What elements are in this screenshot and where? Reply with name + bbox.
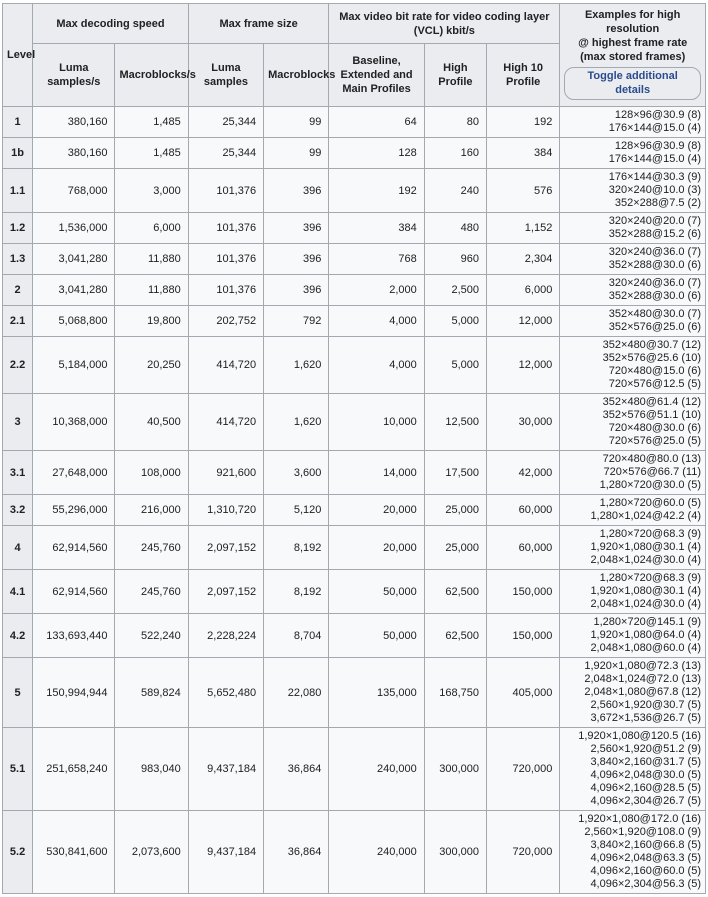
value-cell: 202,752 xyxy=(188,306,263,337)
level-cell: 2 xyxy=(3,275,33,306)
value-cell: 8,704 xyxy=(264,614,329,658)
value-cell: 2,073,600 xyxy=(115,811,188,894)
value-cell: 1,485 xyxy=(115,107,188,138)
example-line: 2,048×1,080@60.0 (4) xyxy=(590,642,701,654)
value-cell: 5,068,800 xyxy=(33,306,115,337)
examples-cell xyxy=(560,495,706,526)
value-cell: 2,228,224 xyxy=(188,614,263,658)
example-line: 4,096×2,160@60.0 (5) xyxy=(590,865,701,877)
table-body xyxy=(3,107,706,894)
table-row xyxy=(3,728,706,811)
example-line: 3,840×2,160@66.8 (5) xyxy=(590,839,701,851)
value-cell: 384 xyxy=(329,213,424,244)
example-line: 1,920×1,080@72.3 (13) xyxy=(584,660,701,672)
value-cell: 983,040 xyxy=(115,728,188,811)
example-line: 352×288@7.5 (2) xyxy=(614,197,701,209)
example-line: 720×576@12.5 (5) xyxy=(608,378,701,390)
value-cell: 62,500 xyxy=(424,570,486,614)
example-line: 352×288@30.0 (6) xyxy=(608,259,701,271)
table-row xyxy=(3,244,706,275)
value-cell: 480 xyxy=(424,213,486,244)
value-cell: 25,344 xyxy=(188,138,263,169)
example-line: 128×96@30.9 (8) xyxy=(614,109,701,121)
example-line: 2,560×1,920@30.7 (5) xyxy=(590,699,701,711)
value-cell: 405,000 xyxy=(487,658,560,728)
column-header-level: Level xyxy=(3,4,33,107)
value-cell: 5,120 xyxy=(264,495,329,526)
examples-cell xyxy=(560,213,706,244)
value-cell: 2,097,152 xyxy=(188,570,263,614)
example-line: 4,096×2,304@26.7 (5) xyxy=(590,795,701,807)
value-cell: 192 xyxy=(329,169,424,213)
level-cell: 2.1 xyxy=(3,306,33,337)
example-line: 1,920×1,080@120.5 (16) xyxy=(578,730,701,742)
value-cell: 576 xyxy=(487,169,560,213)
example-line: 352×480@30.7 (12) xyxy=(602,339,701,351)
examples-cell xyxy=(560,337,706,394)
value-cell: 300,000 xyxy=(424,811,486,894)
value-cell: 1,485 xyxy=(115,138,188,169)
value-cell: 251,658,240 xyxy=(33,728,115,811)
example-line: 1,280×720@68.3 (9) xyxy=(599,572,701,584)
example-line: 3,840×2,160@31.7 (5) xyxy=(590,756,701,768)
example-line: 176×144@15.0 (4) xyxy=(608,153,701,165)
value-cell: 101,376 xyxy=(188,244,263,275)
example-line: 2,048×1,080@67.8 (12) xyxy=(584,686,701,698)
value-cell: 8,192 xyxy=(264,570,329,614)
value-cell: 150,000 xyxy=(487,614,560,658)
value-cell: 50,000 xyxy=(329,614,424,658)
value-cell: 414,720 xyxy=(188,337,263,394)
value-cell: 9,437,184 xyxy=(188,811,263,894)
value-cell: 384 xyxy=(487,138,560,169)
examples-cell xyxy=(560,169,706,213)
example-line: 320×240@10.0 (3) xyxy=(608,184,701,196)
example-line: 4,096×2,304@56.3 (5) xyxy=(590,878,701,890)
value-cell: 108,000 xyxy=(115,451,188,495)
value-cell: 5,652,480 xyxy=(188,658,263,728)
example-line: 4,096×2,048@30.0 (5) xyxy=(590,769,701,781)
table-row xyxy=(3,614,706,658)
value-cell: 921,600 xyxy=(188,451,263,495)
value-cell: 3,041,280 xyxy=(33,244,115,275)
value-cell: 50,000 xyxy=(329,570,424,614)
value-cell: 20,250 xyxy=(115,337,188,394)
value-cell: 1,620 xyxy=(264,394,329,451)
header-group-row xyxy=(3,4,706,44)
table-row xyxy=(3,107,706,138)
column-header-examples xyxy=(560,4,706,107)
example-line: 320×240@20.0 (7) xyxy=(608,215,701,227)
value-cell: 22,080 xyxy=(264,658,329,728)
example-line: 1,920×1,080@30.1 (4) xyxy=(590,541,701,553)
value-cell: 396 xyxy=(264,244,329,275)
column-header-macroblocks: Macroblocks xyxy=(264,44,329,107)
example-line: 1,280×1,024@42.2 (4) xyxy=(590,510,701,522)
level-cell: 1.3 xyxy=(3,244,33,275)
value-cell: 2,000 xyxy=(329,275,424,306)
value-cell: 4,000 xyxy=(329,337,424,394)
example-line: 352×288@30.0 (6) xyxy=(608,290,701,302)
example-line: 1,280×720@60.0 (5) xyxy=(599,497,701,509)
value-cell: 768 xyxy=(329,244,424,275)
value-cell: 2,097,152 xyxy=(188,526,263,570)
example-line: 2,048×1,024@30.0 (4) xyxy=(590,554,701,566)
value-cell: 522,240 xyxy=(115,614,188,658)
example-line: 352×480@61.4 (12) xyxy=(602,396,701,408)
value-cell: 245,760 xyxy=(115,570,188,614)
value-cell: 12,000 xyxy=(487,337,560,394)
level-cell: 4.1 xyxy=(3,570,33,614)
example-line: 2,560×1,920@51.2 (9) xyxy=(590,743,701,755)
column-header-high-profile: High Profile xyxy=(424,44,486,107)
value-cell: 240,000 xyxy=(329,811,424,894)
table-row xyxy=(3,169,706,213)
value-cell: 20,000 xyxy=(329,526,424,570)
example-line: 4,096×2,048@63.3 (5) xyxy=(590,852,701,864)
example-line: 720×480@15.0 (6) xyxy=(608,365,701,377)
table-row xyxy=(3,451,706,495)
value-cell: 6,000 xyxy=(115,213,188,244)
examples-header-line: Examples for high resolution xyxy=(584,9,681,35)
column-header-luma-samples: Luma samples xyxy=(188,44,263,107)
value-cell: 64 xyxy=(329,107,424,138)
value-cell: 17,500 xyxy=(424,451,486,495)
example-line: 1,280×720@68.3 (9) xyxy=(599,528,701,540)
examples-cell xyxy=(560,570,706,614)
level-cell: 4 xyxy=(3,526,33,570)
example-line: 1,920×1,080@172.0 (16) xyxy=(578,813,701,825)
value-cell: 192 xyxy=(487,107,560,138)
value-cell: 530,841,600 xyxy=(33,811,115,894)
value-cell: 8,192 xyxy=(264,526,329,570)
examples-cell xyxy=(560,614,706,658)
level-cell: 4.2 xyxy=(3,614,33,658)
table-row xyxy=(3,306,706,337)
column-group-max-frame-size: Max frame size xyxy=(188,4,329,44)
example-line: 352×576@25.0 (6) xyxy=(608,321,701,333)
value-cell: 101,376 xyxy=(188,169,263,213)
value-cell: 768,000 xyxy=(33,169,115,213)
value-cell: 396 xyxy=(264,275,329,306)
example-line: 320×240@36.0 (7) xyxy=(608,246,701,258)
table-row xyxy=(3,275,706,306)
value-cell: 9,437,184 xyxy=(188,728,263,811)
value-cell: 160 xyxy=(424,138,486,169)
example-line: 352×288@15.2 (6) xyxy=(608,228,701,240)
h264-levels-table xyxy=(2,3,706,894)
value-cell: 150,000 xyxy=(487,570,560,614)
examples-cell xyxy=(560,728,706,811)
value-cell: 62,914,560 xyxy=(33,526,115,570)
value-cell: 414,720 xyxy=(188,394,263,451)
example-line: 352×576@25.6 (10) xyxy=(602,352,701,364)
value-cell: 380,160 xyxy=(33,107,115,138)
value-cell: 168,750 xyxy=(424,658,486,728)
column-header-macroblocks-s: Macroblocks/s xyxy=(115,44,188,107)
column-header-baseline-profiles: Baseline, Extended and Main Profiles xyxy=(329,44,424,107)
value-cell: 1,620 xyxy=(264,337,329,394)
level-cell: 3 xyxy=(3,394,33,451)
table-row xyxy=(3,394,706,451)
examples-cell xyxy=(560,138,706,169)
example-line: 352×480@30.0 (7) xyxy=(608,308,701,320)
value-cell: 80 xyxy=(424,107,486,138)
value-cell: 3,600 xyxy=(264,451,329,495)
level-cell: 3.2 xyxy=(3,495,33,526)
value-cell: 396 xyxy=(264,169,329,213)
value-cell: 42,000 xyxy=(487,451,560,495)
value-cell: 99 xyxy=(264,107,329,138)
value-cell: 40,500 xyxy=(115,394,188,451)
value-cell: 1,152 xyxy=(487,213,560,244)
example-line: 1,920×1,080@64.0 (4) xyxy=(590,629,701,641)
examples-header-line: (max stored frames) xyxy=(580,51,686,63)
value-cell: 2,304 xyxy=(487,244,560,275)
examples-cell xyxy=(560,275,706,306)
example-line: 128×96@30.9 (8) xyxy=(614,140,701,152)
value-cell: 36,864 xyxy=(264,728,329,811)
example-line: 720×480@30.0 (6) xyxy=(608,422,701,434)
level-cell: 5 xyxy=(3,658,33,728)
example-line: 720×576@25.0 (5) xyxy=(608,435,701,447)
value-cell: 3,000 xyxy=(115,169,188,213)
value-cell: 720,000 xyxy=(487,728,560,811)
column-header-high10-profile: High 10 Profile xyxy=(487,44,560,107)
level-cell: 5.1 xyxy=(3,728,33,811)
table-row xyxy=(3,570,706,614)
examples-header-line: @ highest frame rate xyxy=(578,37,688,49)
table-row xyxy=(3,138,706,169)
level-cell: 1.1 xyxy=(3,169,33,213)
column-header-luma-samples-s: Luma samples/s xyxy=(33,44,115,107)
value-cell: 5,184,000 xyxy=(33,337,115,394)
value-cell: 589,824 xyxy=(115,658,188,728)
value-cell: 12,500 xyxy=(424,394,486,451)
value-cell: 1,536,000 xyxy=(33,213,115,244)
value-cell: 25,344 xyxy=(188,107,263,138)
value-cell: 792 xyxy=(264,306,329,337)
value-cell: 240,000 xyxy=(329,728,424,811)
value-cell: 4,000 xyxy=(329,306,424,337)
example-line: 352×576@51.1 (10) xyxy=(602,409,701,421)
level-cell: 5.2 xyxy=(3,811,33,894)
value-cell: 960 xyxy=(424,244,486,275)
value-cell: 11,880 xyxy=(115,244,188,275)
examples-cell xyxy=(560,811,706,894)
value-cell: 6,000 xyxy=(487,275,560,306)
example-line: 3,672×1,536@26.7 (5) xyxy=(590,712,701,724)
example-line: 4,096×2,160@28.5 (5) xyxy=(590,782,701,794)
value-cell: 99 xyxy=(264,138,329,169)
examples-cell xyxy=(560,306,706,337)
table-row xyxy=(3,213,706,244)
table-row xyxy=(3,658,706,728)
example-line: 2,560×1,920@108.0 (9) xyxy=(584,826,701,838)
value-cell: 14,000 xyxy=(329,451,424,495)
value-cell: 133,693,440 xyxy=(33,614,115,658)
examples-cell xyxy=(560,526,706,570)
example-line: 720×480@80.0 (13) xyxy=(602,453,701,465)
example-line: 176×144@30.3 (9) xyxy=(608,171,701,183)
value-cell: 25,000 xyxy=(424,526,486,570)
value-cell: 150,994,944 xyxy=(33,658,115,728)
value-cell: 216,000 xyxy=(115,495,188,526)
examples-cell xyxy=(560,107,706,138)
value-cell: 720,000 xyxy=(487,811,560,894)
value-cell: 12,000 xyxy=(487,306,560,337)
value-cell: 3,041,280 xyxy=(33,275,115,306)
value-cell: 36,864 xyxy=(264,811,329,894)
examples-cell xyxy=(560,658,706,728)
value-cell: 240 xyxy=(424,169,486,213)
value-cell: 20,000 xyxy=(329,495,424,526)
value-cell: 101,376 xyxy=(188,213,263,244)
value-cell: 5,000 xyxy=(424,337,486,394)
value-cell: 27,648,000 xyxy=(33,451,115,495)
column-group-max-decoding-speed: Max decoding speed xyxy=(33,4,189,44)
value-cell: 60,000 xyxy=(487,495,560,526)
value-cell: 2,500 xyxy=(424,275,486,306)
value-cell: 1,310,720 xyxy=(188,495,263,526)
toggle-additional-details-button[interactable]: Toggle additional details xyxy=(564,67,701,100)
value-cell: 60,000 xyxy=(487,526,560,570)
value-cell: 245,760 xyxy=(115,526,188,570)
table-row xyxy=(3,526,706,570)
level-cell: 1 xyxy=(3,107,33,138)
value-cell: 380,160 xyxy=(33,138,115,169)
table-header xyxy=(3,4,706,107)
value-cell: 62,914,560 xyxy=(33,570,115,614)
examples-cell xyxy=(560,451,706,495)
example-line: 176×144@15.0 (4) xyxy=(608,122,701,134)
value-cell: 10,000 xyxy=(329,394,424,451)
value-cell: 5,000 xyxy=(424,306,486,337)
value-cell: 11,880 xyxy=(115,275,188,306)
level-cell: 1.2 xyxy=(3,213,33,244)
level-cell: 3.1 xyxy=(3,451,33,495)
value-cell: 101,376 xyxy=(188,275,263,306)
value-cell: 10,368,000 xyxy=(33,394,115,451)
value-cell: 55,296,000 xyxy=(33,495,115,526)
example-line: 2,048×1,024@30.0 (4) xyxy=(590,598,701,610)
value-cell: 396 xyxy=(264,213,329,244)
example-line: 2,048×1,024@72.0 (13) xyxy=(584,673,701,685)
example-line: 320×240@36.0 (7) xyxy=(608,277,701,289)
value-cell: 135,000 xyxy=(329,658,424,728)
value-cell: 19,800 xyxy=(115,306,188,337)
level-cell: 1b xyxy=(3,138,33,169)
value-cell: 30,000 xyxy=(487,394,560,451)
level-cell: 2.2 xyxy=(3,337,33,394)
example-line: 1,280×720@145.1 (9) xyxy=(593,616,701,628)
example-line: 1,920×1,080@30.1 (4) xyxy=(590,585,701,597)
value-cell: 25,000 xyxy=(424,495,486,526)
table-row xyxy=(3,337,706,394)
table-row xyxy=(3,495,706,526)
value-cell: 62,500 xyxy=(424,614,486,658)
value-cell: 300,000 xyxy=(424,728,486,811)
example-line: 1,280×720@30.0 (5) xyxy=(599,479,701,491)
examples-cell xyxy=(560,244,706,275)
table-row xyxy=(3,811,706,894)
column-group-max-bitrate: Max video bit rate for video coding layer (VCL) kbit/s xyxy=(329,4,560,44)
examples-cell xyxy=(560,394,706,451)
example-line: 720×576@66.7 (11) xyxy=(603,466,701,478)
value-cell: 128 xyxy=(329,138,424,169)
